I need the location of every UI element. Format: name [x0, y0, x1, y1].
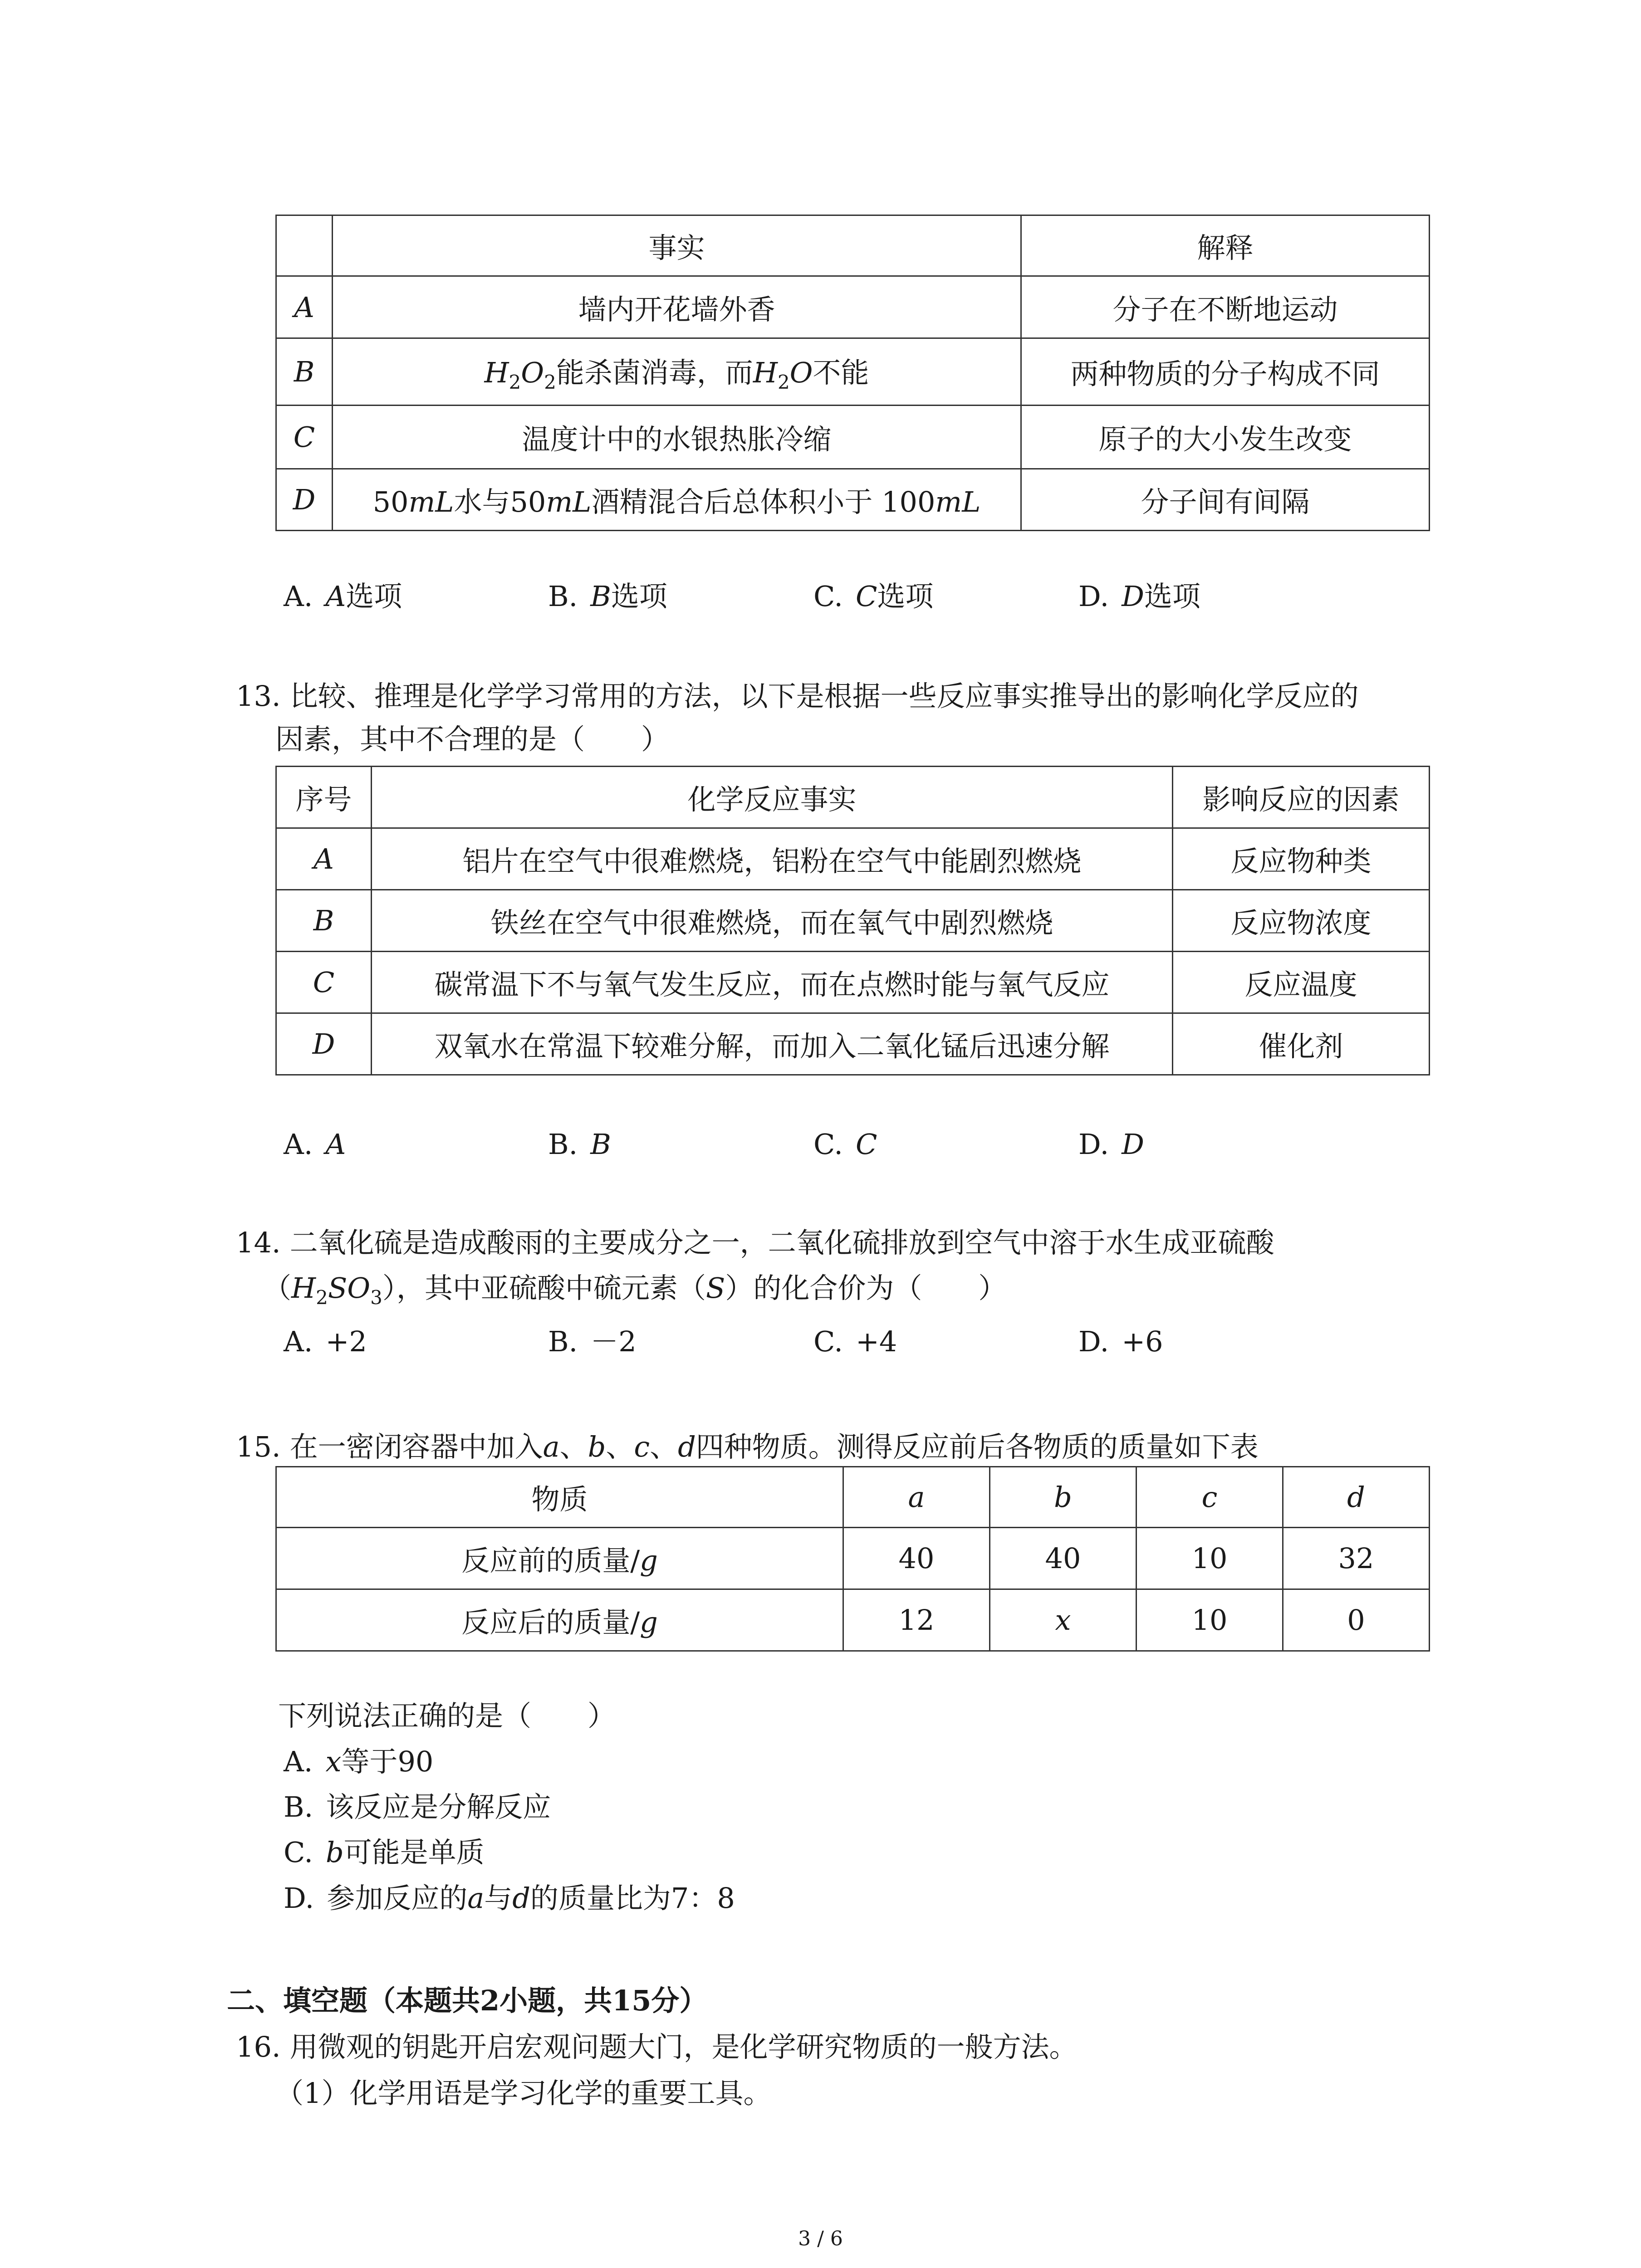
q13-stem-line2: 因素，其中不合理的是（ ）: [275, 723, 670, 756]
option-text: 的质量比为7：8: [530, 1882, 735, 1915]
option-suffix: 选项: [346, 580, 402, 613]
q12-header-explanation: 解释: [1021, 215, 1430, 276]
subscript: 2: [509, 371, 521, 393]
option-value: B: [590, 580, 611, 613]
question-text: 在一密闭容器中加入: [289, 1430, 543, 1463]
separator: 、: [650, 1430, 678, 1463]
q15-option-a: [284, 1741, 433, 1782]
q13-row-c: [276, 952, 1430, 1013]
option-letter: D.: [284, 1882, 314, 1915]
option-var: b: [325, 1836, 344, 1869]
option-letter: C.: [813, 1325, 843, 1358]
q13-row-label: D: [276, 1013, 372, 1075]
q15-row-after: [276, 1589, 1430, 1651]
q16-stem: [236, 2027, 1078, 2068]
option-text: 与: [484, 1882, 513, 1915]
option-value: －2: [590, 1325, 637, 1358]
number: 50: [510, 485, 546, 518]
q12-row-explanation: 两种物质的分子构成不同: [1021, 338, 1430, 406]
q13-option-b: [548, 1124, 611, 1165]
q14-option-a: [284, 1321, 367, 1362]
q15-cell: 10: [1136, 1528, 1283, 1589]
q14-stem-line2: [263, 1268, 1006, 1318]
option-value: +2: [325, 1325, 367, 1358]
option-letter: B.: [284, 1790, 314, 1823]
option-letter: D.: [1078, 1325, 1109, 1358]
q12-header-blank: [276, 215, 333, 276]
q13-row-label: C: [276, 952, 372, 1013]
option-value: C: [855, 1128, 877, 1161]
q15-row-before: [276, 1528, 1430, 1589]
option-text: 参加反应的: [327, 1882, 468, 1915]
option-letter: B.: [548, 580, 578, 613]
option-letter: D.: [1078, 580, 1109, 613]
q15-question: 下列说法正确的是（ ）: [278, 1699, 616, 1732]
option-value: +6: [1122, 1325, 1163, 1358]
q13-row-d: [276, 1013, 1430, 1075]
q12-row-fact: 墙内开花墙外香: [333, 276, 1021, 338]
q12-row-fact: [333, 469, 1021, 531]
formula-h2o2-h: H: [484, 356, 509, 389]
q13-row-factor: 催化剂: [1173, 1013, 1430, 1075]
q15-header-substance: 物质: [276, 1467, 843, 1528]
subscript: 3: [370, 1286, 382, 1309]
q13-row-fact: 铝片在空气中很难燃烧，铝粉在空气中能剧烈燃烧: [372, 828, 1173, 890]
option-text: 该反应是分解反应: [326, 1790, 551, 1823]
q13-row-factor: 反应温度: [1173, 952, 1430, 1013]
q12-row-b: [276, 338, 1430, 406]
q15-option-b: [284, 1787, 551, 1828]
q13-row-fact: 碳常温下不与氧气发生反应，而在点燃时能与氧气反应: [372, 952, 1173, 1013]
option-var: x: [325, 1745, 342, 1778]
option-value: A: [325, 1128, 346, 1161]
q12-row-c: [276, 406, 1430, 469]
q15-header-b: b: [990, 1467, 1136, 1528]
q15-cell: 40: [843, 1528, 990, 1589]
q12-row-fact: 温度计中的水银热胀冷缩: [333, 406, 1021, 469]
q13-header-factor: 影响反应的因素: [1173, 767, 1430, 828]
q14-option-b: [548, 1321, 637, 1362]
formula-h: H: [291, 1271, 316, 1305]
q13-row-a: [276, 828, 1430, 890]
q12-row-fact: [333, 338, 1021, 406]
q14-option-d: [1078, 1321, 1163, 1362]
q12-header-fact: 事实: [333, 215, 1021, 276]
q12-row-label: C: [276, 406, 333, 469]
formula-so: SO: [328, 1271, 371, 1305]
q15-cell: x: [990, 1589, 1136, 1651]
separator: 、: [606, 1430, 634, 1463]
option-letter: B.: [548, 1128, 578, 1161]
q12-table: [275, 215, 1430, 531]
q16-sub1: （1）化学用语是学习化学的重要工具。: [275, 2077, 772, 2110]
option-suffix: 选项: [611, 580, 667, 613]
question-text: 四种物质。测得反应前后各物质的质量如下表: [696, 1430, 1259, 1463]
option-text: 可能是单质: [343, 1836, 485, 1869]
unit: mL: [408, 485, 454, 518]
option-letter: C.: [284, 1836, 313, 1869]
var-c: c: [634, 1430, 650, 1463]
question-number: 15.: [236, 1430, 281, 1463]
page-number: 3 / 6: [798, 2227, 843, 2250]
q12-option-a: [284, 576, 402, 617]
row-label-text: 反应后的质量/: [461, 1606, 640, 1639]
unit: g: [640, 1544, 658, 1577]
q13-row-label: A: [276, 828, 372, 890]
option-value: B: [590, 1128, 611, 1161]
q15-option-d: [284, 1878, 735, 1919]
question-text: ），其中亚硫酸中硫元素（: [382, 1271, 706, 1305]
option-var: d: [512, 1882, 530, 1915]
separator: 、: [559, 1430, 588, 1463]
fact-text: 水与: [454, 485, 510, 518]
option-value: C: [855, 580, 877, 613]
q15-cell: 0: [1283, 1589, 1430, 1651]
q15-header-row: [276, 1467, 1430, 1528]
formula-h2o-h: H: [753, 356, 778, 389]
q13-header-row: [276, 767, 1430, 828]
q15-cell: 32: [1283, 1528, 1430, 1589]
q13-header-index: 序号: [276, 767, 372, 828]
q13-header-fact: 化学反应事实: [372, 767, 1173, 828]
q13-row-factor: 反应物种类: [1173, 828, 1430, 890]
q15-header-d: d: [1283, 1467, 1430, 1528]
q15-cell: 10: [1136, 1589, 1283, 1651]
option-letter: B.: [548, 1325, 578, 1358]
q12-option-c: [813, 576, 933, 617]
option-value: D: [1122, 580, 1144, 613]
q15-cell: 12: [843, 1589, 990, 1651]
q15-table: [275, 1466, 1430, 1652]
unit: mL: [546, 485, 592, 518]
q15-header-a: a: [843, 1467, 990, 1528]
question-number: 14.: [236, 1226, 281, 1259]
q12-row-explanation: 分子间有间隔: [1021, 469, 1430, 531]
option-letter: A.: [284, 1325, 313, 1358]
q13-option-c: [813, 1124, 877, 1165]
q14-stem-line1: [236, 1222, 1274, 1263]
question-text: ）的化合价为（ ）: [725, 1271, 1007, 1305]
option-suffix: 选项: [877, 580, 934, 613]
q15-option-c: [284, 1832, 485, 1873]
question-text: 二氧化硫是造成酸雨的主要成分之一，二氧化硫排放到空气中溶于水生成亚硫酸: [289, 1226, 1274, 1259]
q13-table: [275, 766, 1430, 1075]
q15-stem: [236, 1427, 1259, 1467]
q12-option-b: [548, 576, 667, 617]
option-letter: C.: [813, 1128, 843, 1161]
var-d: d: [678, 1430, 696, 1463]
formula-h2o2-o: O: [521, 356, 544, 389]
q12-row-a: [276, 276, 1430, 338]
q13-row-fact: 双氧水在常温下较难分解，而加入二氧化锰后迅速分解: [372, 1013, 1173, 1075]
section-title: 二、填空题（本题共2小题，共15分）: [227, 1984, 708, 2017]
option-text: 等于90: [341, 1745, 434, 1778]
option-value: D: [1122, 1128, 1144, 1161]
option-var: a: [467, 1882, 485, 1915]
fact-text: 酒精混合后总体积小于 100: [591, 485, 936, 518]
subscript: 2: [316, 1286, 328, 1309]
option-value: +4: [855, 1325, 897, 1358]
fact-text: 能杀菌消毒，而: [556, 356, 753, 389]
subscript: 2: [777, 371, 790, 393]
question-number: 13.: [236, 679, 281, 713]
q12-row-explanation: 分子在不断地运动: [1021, 276, 1430, 338]
option-letter: C.: [813, 580, 843, 613]
option-suffix: 选项: [1144, 580, 1200, 613]
q12-row-label: D: [276, 469, 333, 531]
question-number: 16.: [236, 2030, 281, 2063]
option-letter: A.: [284, 1128, 313, 1161]
paren: （: [263, 1271, 292, 1305]
q13-stem-line1: [236, 676, 1359, 717]
number: 50: [372, 485, 409, 518]
q13-row-b: [276, 890, 1430, 952]
element-symbol: S: [705, 1271, 725, 1305]
q12-row-d: [276, 469, 1430, 531]
var-b: b: [588, 1430, 606, 1463]
q13-row-factor: 反应物浓度: [1173, 890, 1430, 952]
fact-text: 不能: [813, 356, 869, 389]
question-text: 比较、推理是化学学习常用的方法，以下是根据一些反应事实推导出的影响化学反应的: [289, 679, 1359, 713]
q12-header-row: [276, 215, 1430, 276]
q13-row-fact: 铁丝在空气中很难燃烧，而在氧气中剧烈燃烧: [372, 890, 1173, 952]
option-value: A: [325, 580, 346, 613]
unit: g: [640, 1606, 658, 1639]
q12-row-explanation: 原子的大小发生改变: [1021, 406, 1430, 469]
q12-row-label: B: [276, 338, 333, 406]
q13-row-label: B: [276, 890, 372, 952]
q15-cell: 40: [990, 1528, 1136, 1589]
q13-option-d: [1078, 1124, 1144, 1165]
unit: mL: [935, 485, 981, 518]
q12-option-d: [1078, 576, 1200, 617]
option-letter: A.: [284, 580, 313, 613]
question-text: 用微观的钥匙开启宏观问题大门，是化学研究物质的一般方法。: [289, 2030, 1078, 2063]
q15-header-c: c: [1136, 1467, 1283, 1528]
q12-row-label: A: [276, 276, 333, 338]
var-a: a: [543, 1430, 560, 1463]
q15-row-label: [276, 1589, 843, 1651]
q13-option-a: [284, 1124, 346, 1165]
row-label-text: 反应前的质量/: [461, 1544, 640, 1577]
q15-row-label: [276, 1528, 843, 1589]
option-letter: A.: [284, 1745, 313, 1778]
subscript: 2: [544, 371, 556, 393]
q14-option-c: [813, 1321, 897, 1362]
formula-h2o-o: O: [789, 356, 813, 389]
option-letter: D.: [1078, 1128, 1109, 1161]
